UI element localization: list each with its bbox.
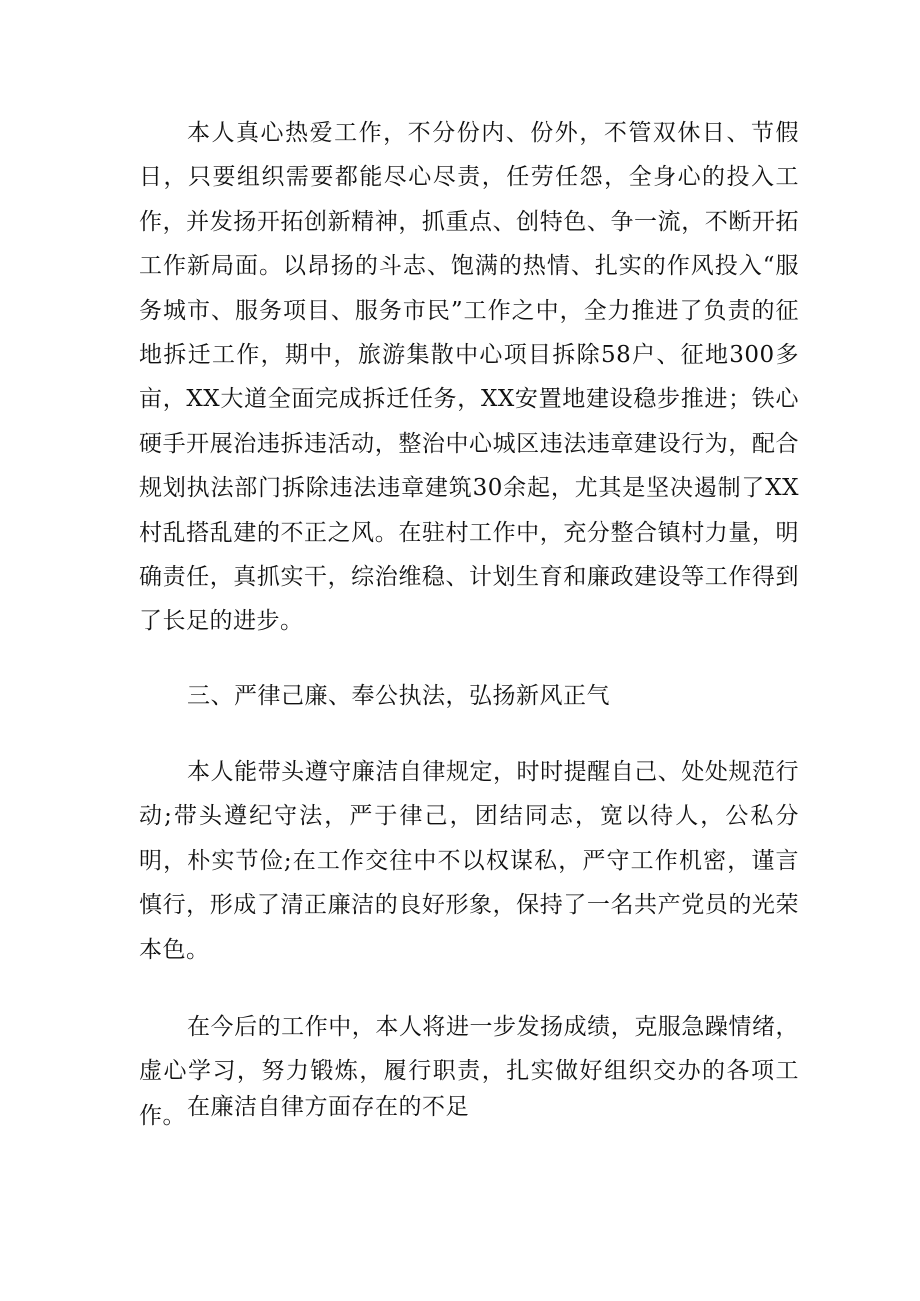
integrity-paragraph: 本人能带头遵守廉洁自律规定，时时提醒自己、处处规范行动;带头遵纪守法，严于律己，团结同志，宽以待人，公私分明，朴实节俭;在工作交往中不以权谋私，严守工作机密，谨言慎行，形成了清正廉洁的良好形象，保持了一名共产党员的光荣本色。: [139, 759, 799, 963]
section-three-heading: 三、严律己廉、奉公执法，弘扬新风正气: [187, 683, 610, 709]
work-summary-paragraph: 本人真心热爱工作，不分份内、份外，不管双休日、节假日，只要组织需要都能尽心尽责，任劳任怨，全身心的投入工作，并发扬开拓创新精神，抓重点、创特色、争一流，不断开拓工作新局面。以昂扬的斗志、饱满的热情、扎实的作风投入“服务城市、服务项目、服务市民”工作之中，全力推进了负责的征地拆迁工作，期中，旅游集散中心项目拆除58户、征地300多亩，XX大道全面完成拆迁任务，XX安置地建设稳步推进；铁心硬手开展治违拆违活动，整治中心城区违法违章建设行为，配合规划执法部门拆除违法违章建筑30余起，尤其是坚决遏制了XX村乱搭乱建的不正之风。在驻村工作中，充分整合镇村力量，明确责任，真抓实干，综治维稳、计划生育和廉政建设等工作得到了长足的进步。: [139, 120, 799, 635]
future-work-paragraph: 在今后的工作中，本人将进一步发扬成绩，克服急躁情绪，虚心学习，努力锻炼，履行职责，扎实做好组织交办的各项工作。: [139, 1014, 799, 1129]
shortcomings-heading: 在廉洁自律方面存在的不足: [187, 1094, 469, 1120]
